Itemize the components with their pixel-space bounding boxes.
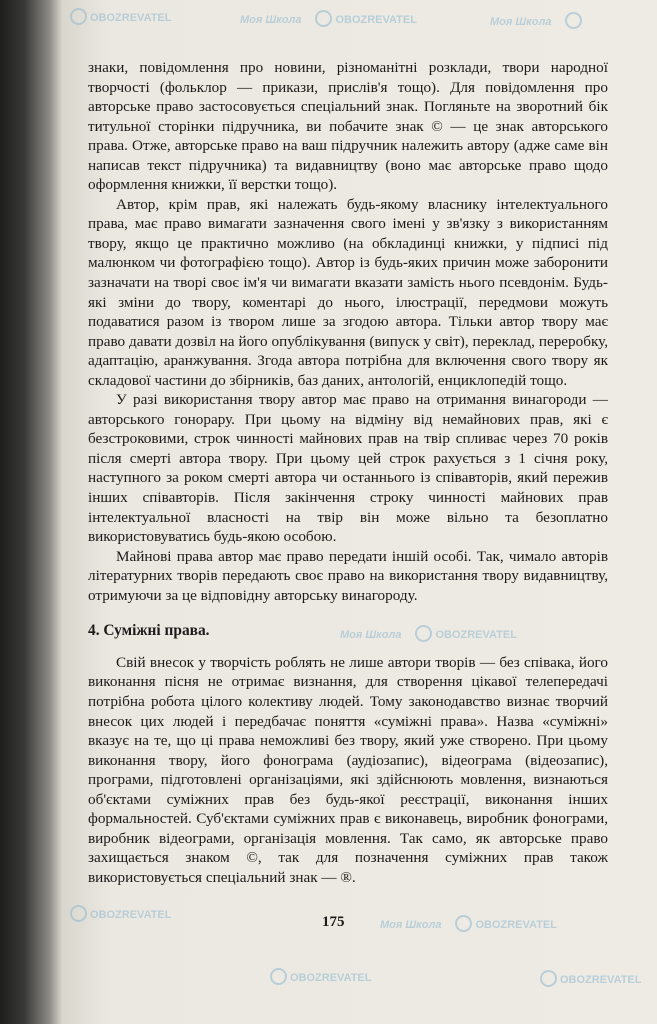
logo-circle-icon — [540, 970, 557, 987]
logo-circle-icon — [70, 8, 87, 25]
paragraph: Майнові права автор має право передати іншій особі. Так, чимало авторів літературних творів передають своє право на використання твору видавництву, отримуючи за це відповідну авторську винагороду. — [88, 547, 608, 604]
paragraph: знаки, повідомлення про новини, різноманітні розклади, твори народної творчості (фольклор — прикази, прислів'я тощо). Для повідомлення про авторське право застосовується спеціальний знак. Погляньте на зворотний бік титульної сторінки підручника, ви побачите знак © — це знак авторського права. Отже, авторське право на ваш підручник належить автору (адже саме він написав текст підручника) та видавництву (воно має авторське право щодо оформлення книжки, її верстки тощо). — [88, 59, 608, 194]
watermark: OBOZREVATEL — [540, 970, 641, 987]
watermark: Моя Школа OBOZREVATEL — [340, 625, 517, 642]
watermark: Моя Школа OBOZREVATEL — [380, 915, 557, 932]
logo-circle-icon — [315, 10, 332, 27]
watermark: OBOZREVATEL — [270, 968, 371, 985]
paragraph: Автор, крім прав, які належать будь-якому власнику інтелектуального права, має право вимагати зазначення свого імені у зв'язку з використанням твору, якщо це практично можливо (на обкладинці книжки, у підписі під малюнком чи фотографією тощо). Автор із будь-яких причин може заборонити зазначати на творі своє ім'я чи вимагати вказати замість нього псевдонім. Будь-які зміни до твору, коментарі до нього, ілюстрації, передмови можуть подаватися разом із твором лише за згодою автора. Тільки автор твору має право давати дозвіл на його опублікування (випуск у світ), переклад, переробку, адаптацію, аранжування. Згода автора потрібна для включення свого твору як складової частини до збірників, баз даних, антологій, енциклопедій тощо. — [88, 195, 608, 389]
paragraph: Свій внесок у творчість роблять не лише автори творів — без співака, його виконання пісня не отримає визнання, для створення цікавої телепередачі потрібна робота цілого колективу людей. Тому законодавство визнає творчий внесок цих людей і передбачає поняття «суміжні права». Назва «суміжні» вказує на те, що ці права неможливі без твору, який уже створено. При цьому виконання твору, його фонограма (аудіозапис), відеограма (відеозапис), програми, підготовлені організаціями, які здійснюють мовлення, визнаються об'єктами суміжних прав без будь-якої реєстрації, виконання інших формальностей. Суб'єктами суміжних прав є виконавець, виробник фонограми, виробник відеограми, організація мовлення. Так само, як авторське право захищається знаком ©, так для позначення суміжних прав також використовується спеціальний знак — ®. — [88, 653, 608, 886]
logo-circle-icon — [70, 905, 87, 922]
book-spine — [0, 0, 62, 1024]
section-heading: 4. Суміжні права. — [88, 622, 210, 640]
logo-circle-icon — [270, 968, 287, 985]
page-content — [88, 58, 608, 887]
page-number: 175 — [322, 914, 345, 930]
watermark: Моя Школа OBOZREVATEL — [240, 10, 417, 27]
paragraph: У разі використання твору автор має право на отримання винагороди — авторського гонорару. При цьому на відміну від немайнових прав, які є безстроковими, строк чинності майнових прав на твір спливає через 70 років після смерті автора твору. При цьому цей строк рахується з 1 січня року, наступного за роком смерті автора чи останнього із співавторів, який пережив інших співавторів. Після закінчення строку чинності майнових прав інтелектуальної власності на твір він може вільно та безоплатно використовуватись будь-якою особою. — [88, 391, 608, 546]
watermark: OBOZREVATEL — [70, 905, 171, 922]
logo-circle-icon — [455, 915, 472, 932]
watermark: OBOZREVATEL — [70, 8, 171, 25]
logo-circle-icon — [565, 12, 582, 29]
watermark: Моя Школа — [490, 12, 585, 29]
